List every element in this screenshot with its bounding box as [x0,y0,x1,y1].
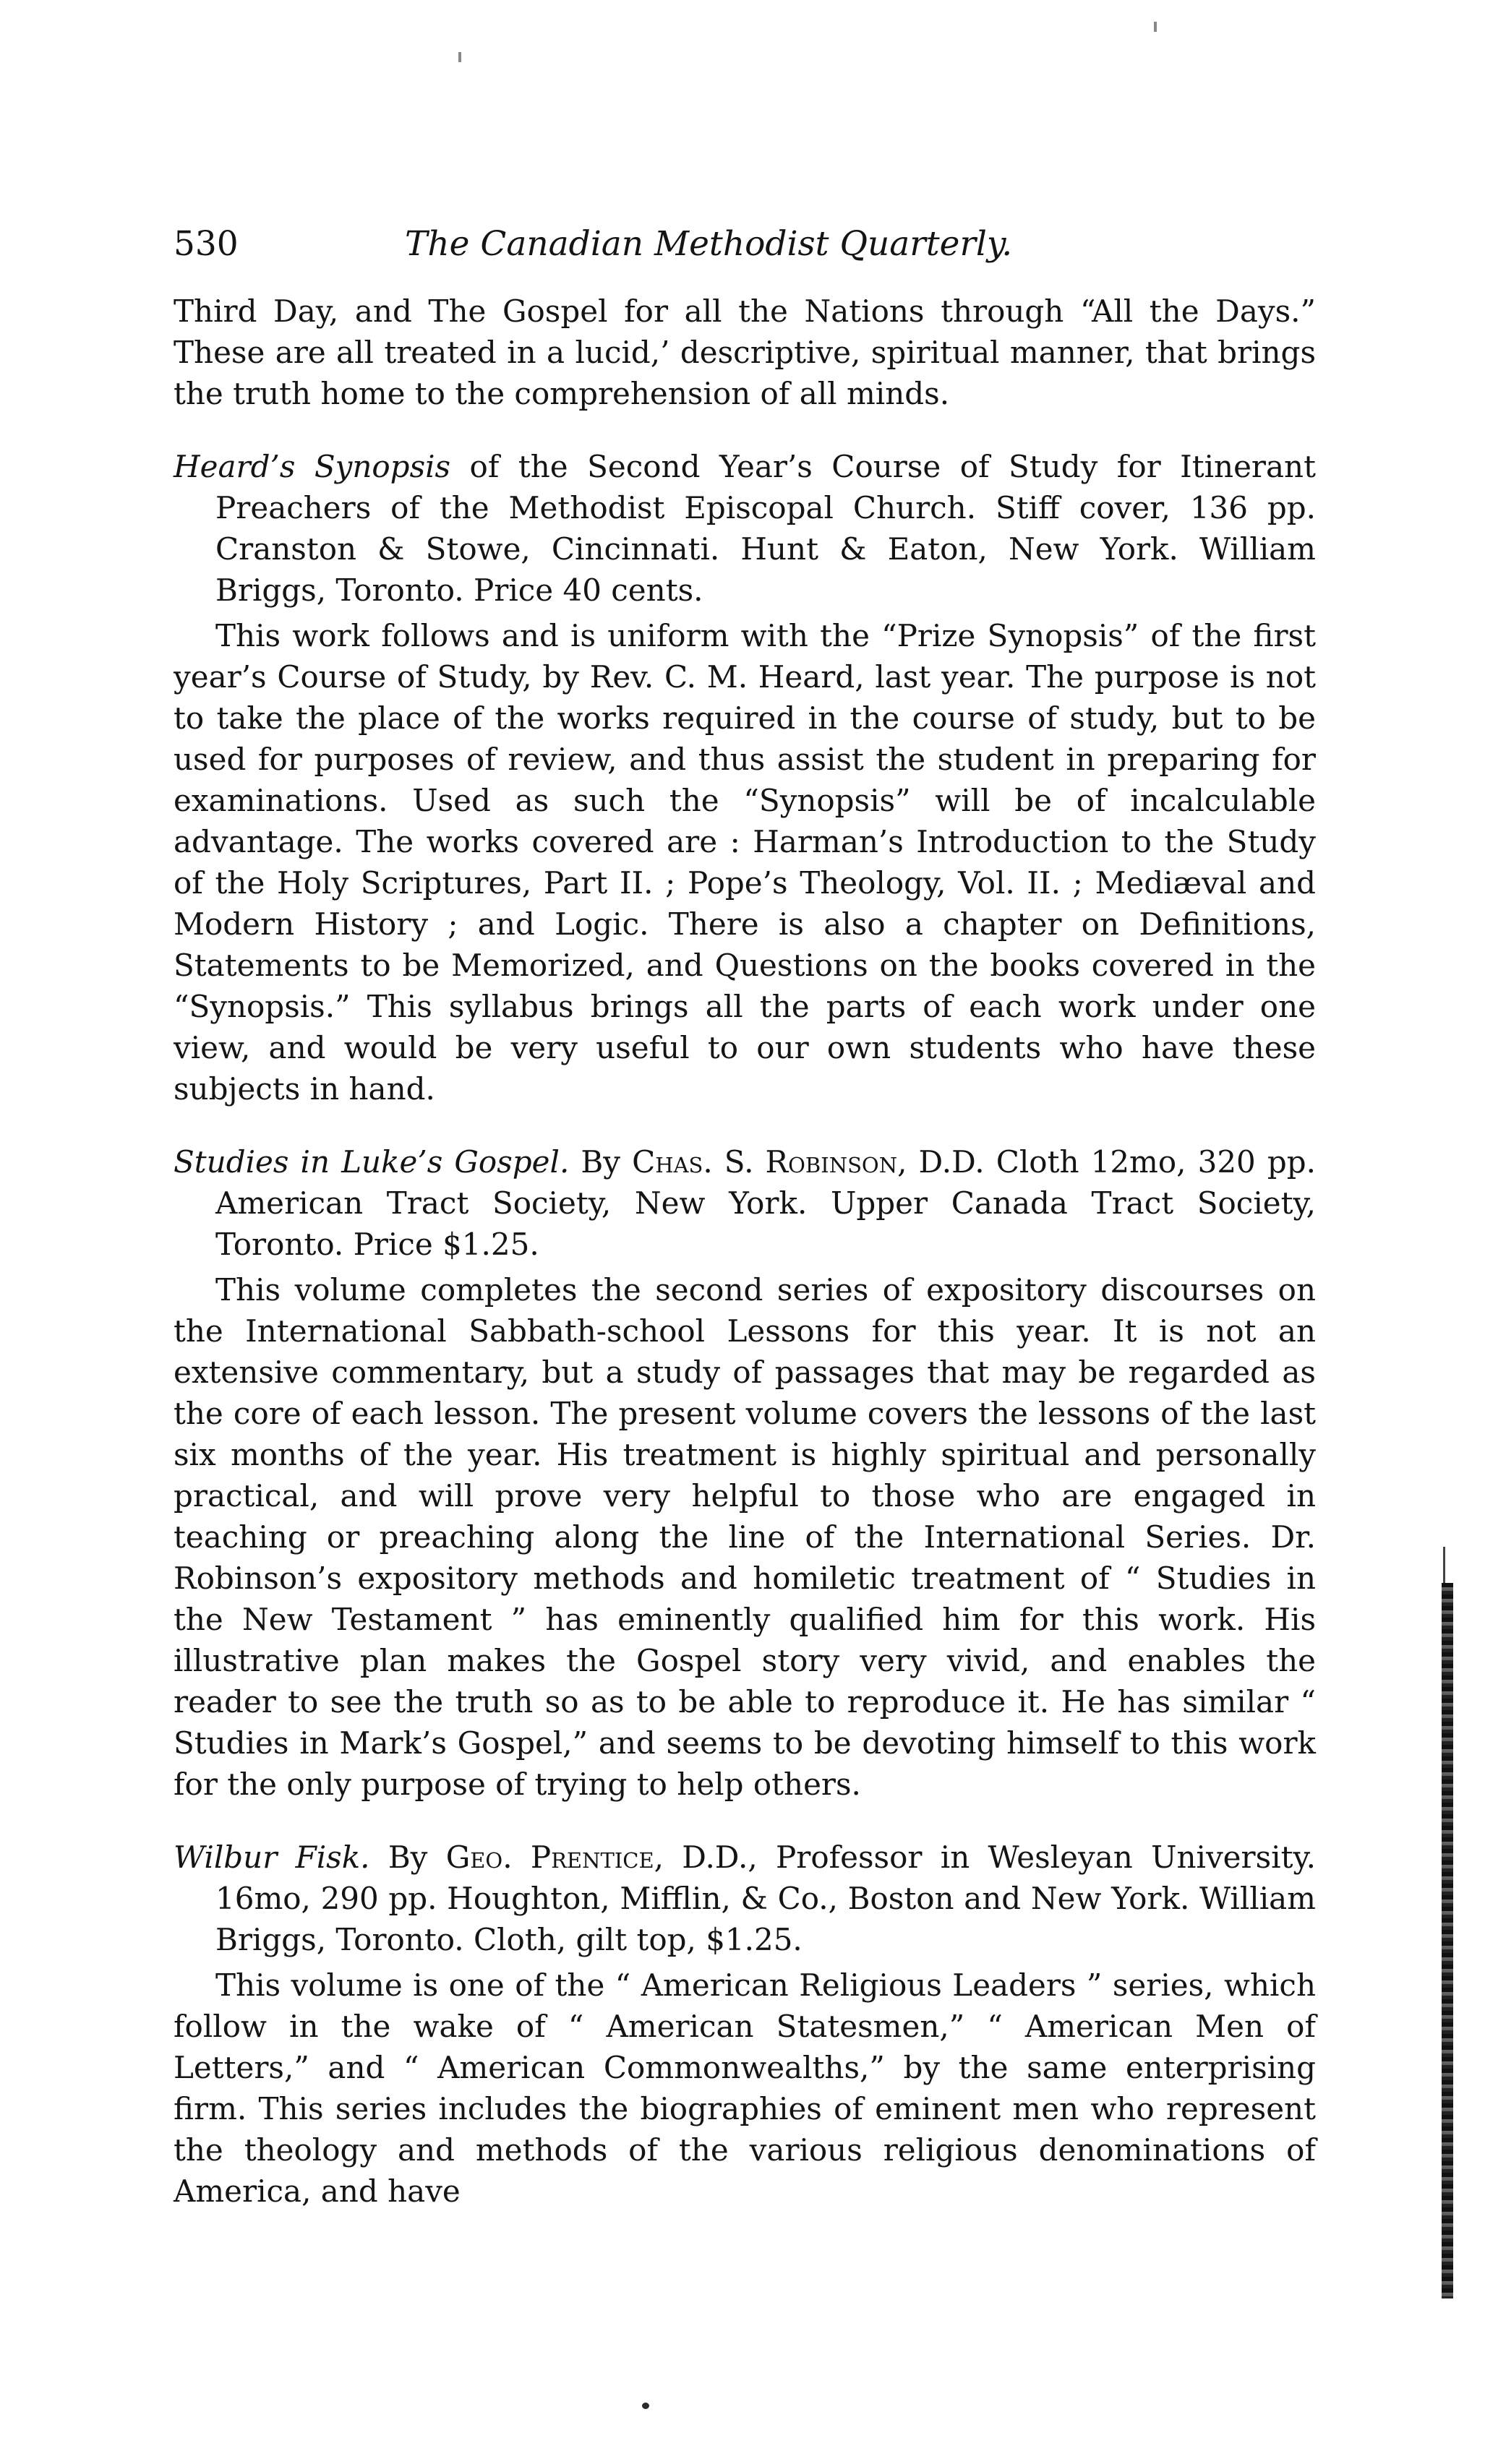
page-header [174,217,1316,282]
intro-paragraph: Third Day, and The Gospel for all the Nations through “All the Days.” These are all treated in a lucid,’ descriptive, spiritual manner, that brings the truth home to the comprehension of all minds. [174,293,1316,411]
scan-speck [1154,22,1157,32]
entry-citation [174,1837,1316,1960]
author-name: Chas. S. Robinson [632,1144,898,1180]
citation-details: , D.D. Cloth 12mo, 320 pp. American Tract Society, New York. Upper Canada Tract Society, Toronto. Price $1.25. [215,1144,1316,1262]
entry-citation [174,446,1316,611]
review-body: This volume is one of the “ American Religious Leaders ” series, which follow in the wake of “ American Statesmen,” “ American Men of Letters,” and “ American Commonwealths,” by the same enterprising firm. This series includes the biographies of eminent men who represent the theology and methods of the various religious denominations of America, and have [174,1967,1316,2209]
book-title: Wilbur Fisk. [174,1840,370,1875]
citation-details: , D.D., Professor in Wesleyan University. 16mo, 290 pp. Houghton, Mifflin, & Co., Boston and New York. William Briggs, Toronto. Cloth, gilt top, $1.25. [215,1840,1316,1957]
citation-by: By [369,1840,446,1875]
page-number: 530 [174,224,239,264]
author-name: Geo. Prentice [445,1840,654,1875]
review-entry-heards-synopsis [174,446,1316,1109]
entry-citation [174,1141,1316,1265]
review-body: This volume completes the second series of expository discourses on the International Sabbath-school Lessons for this year. It is not an extensive commentary, but a study of passages that may be regarded as the core of each lesson. The present volume covers the lessons of the last six months of the year. His treatment is highly spiritual and personally practical, and will prove very helpful to those who are engaged in teaching or preaching along the line of the International Series. Dr. Robinson’s expository methods and homiletic treatment of “ Studies in the New Testament ” has eminently qualified him for this work. His illustrative plan makes the Gospel story very vivid, and enables the reader to see the truth so as to be able to reproduce it. He has similar “ Studies in Mark’s Gospel,” and seems to be devoting himself to this work for the only purpose of trying to help others. [174,1272,1316,1802]
book-title: Heard’s Synopsis [174,449,451,484]
page-bottom-dot [642,2403,649,2409]
scan-edge-artifact [1442,1583,1453,2298]
running-title: The Canadian Methodist Quarterly. [405,224,1013,264]
review-entry-studies-in-lukes-gospel [174,1141,1316,1805]
review-body: This work follows and is uniform with the “Prize Synopsis” of the first year’s Course of Study, by Rev. C. M. Heard, last year. The purpose is not to take the place of the works required in the course of study, but to be used for purposes of review, and thus assist the student in preparing for examinations. Used as such the “Synopsis” will be of incalculable advantage. The works covered are : Harman’s Introduction to the Study of the Holy Scriptures, Part II. ; Pope’s Theology, Vol. II. ; Mediæval and Modern History ; and Logic. There is also a chapter on Definitions, Statements to be Memorized, and Questions on the books covered in the “Synopsis.” This syllabus brings all the parts of each work under one view, and would be very useful to our own students who have these subjects in hand. [174,618,1316,1107]
review-entry-wilbur-fisk [174,1837,1316,2212]
document-page [174,217,1316,2371]
citation-details: of the Second Year’s Course of Study for Itinerant Preachers of the Methodist Episcopal Church. Stiff cover, 136 pp. Cranston & Stowe, Cincinnati. Hunt & Eaton, New York. William Briggs, Toronto. Price 40 cents. [215,449,1316,608]
book-title: Studies in Luke’s Gospel. [174,1144,570,1180]
citation-by: By [569,1144,633,1180]
scan-speck [458,52,461,62]
